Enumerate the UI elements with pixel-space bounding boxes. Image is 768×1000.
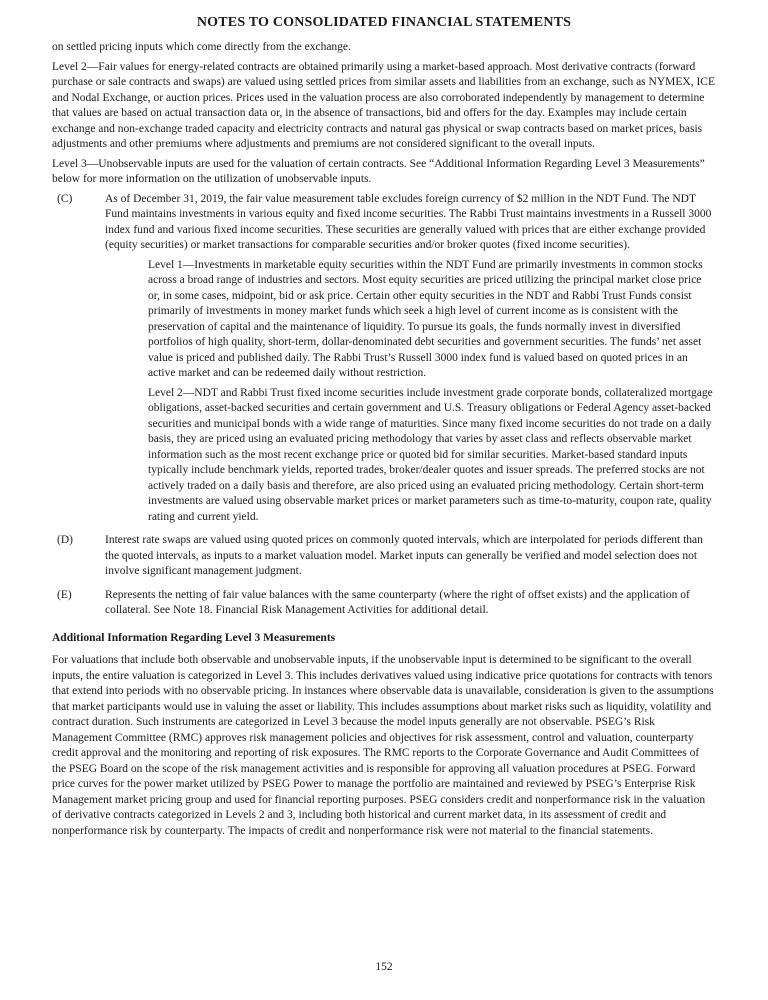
level-3-measurements-body-paragraph: For valuations that include both observable and unobservable inputs, if the unobservable input is determined to be significant to the overall inputs, the entire valuation is categorized in Level 3. This includes derivatives valued using indicative price quotations for contracts with tenors that extend into periods with no observable pricing. In instances where observable data is unavailable, consideration is given to the assumptions that market participants would use in valuing the asset or liability. This includes assumptions about market risks such as liquidity, volatility and contract duration. Such instruments are categorized in Level 3 because the model inputs generally are not observable. PSEG’s Risk Management Committee (RMC) approves risk management policies and objectives for risk assessment, control and valuation, counterparty credit approval and the monitoring and reporting of risk exposures. The RMC reports to the Corporate Governance and Audit Committees of the PSEG Board on the scope of the risk management activities and is responsible for approving all valuation procedures at PSEG. Forward price curves for the power market utilized by PSEG Power to manage the portfolio are maintained and reviewed by PSEG’s Enterprise Risk Management market pricing group and used for financial reporting purposes. PSEG considers credit and nonperformance risk in the valuation of derivative contracts categorized in Levels 2 and 3, including both historical and current market data, in its assessment of credit and nonperformance risk by counterparty. The impacts of credit and nonperformance risk were not material to the financial statements. bbox=[52, 654, 714, 837]
footnote-e-text: Represents the netting of fair value balances with the same counterparty (where the right of offset exists) and the application of collateral. See Note 18. Financial Risk Management Activities for additional detail. bbox=[105, 588, 690, 616]
footnote-c-text: As of December 31, 2019, the fair value measurement table excludes foreign currency of $2 million in the NDT Fund. The NDT Fund maintains investments in various equity and fixed income securities. The Rabbi Trust maintains investments in a Russell 3000 index fund and various fixed income securities. These securities are generally valued with prices that are either exchange provided (equity securities) or market transactions for comparable securities and/or broker quotes (fixed income securities). bbox=[105, 192, 712, 251]
footnote-c-body bbox=[105, 192, 716, 530]
document-body bbox=[52, 40, 716, 839]
footnote-d bbox=[52, 533, 716, 584]
page-title: NOTES TO CONSOLIDATED FINANCIAL STATEMENTS bbox=[196, 15, 572, 30]
level-3-fair-value-paragraph: Level 3—Unobservable inputs are used for the valuation of certain contracts. See “Additional Information Regarding Level 3 Measurements” below for more information on the utilization of unobservable inputs. bbox=[52, 157, 705, 185]
footnote-d-text: Interest rate swaps are valued using quoted prices on commonly quoted intervals, which are interpolated for periods different than the quoted intervals, as inputs to a market valuation model. Market inputs can generally be verified and model selection does not involve significant management judgment. bbox=[105, 534, 703, 577]
footnote-e bbox=[52, 588, 716, 623]
level-2-fair-value-paragraph: Level 2—Fair values for energy-related contracts are obtained primarily using a market-based approach. Most derivative contracts (forward purchase or sale contracts and swaps) are valued using settled prices from similar assets and liabilities from an exchange, such as NYMEX, ICE and Nodal Exchange, or auction prices. Prices used in the valuation process are also corroborated independently by management to determine that values are based on actual transaction data or, in the absence of transactions, bid and offers for the day. Examples may include certain exchange and non-exchange traded capacity and electricity contracts and natural gas physical or swap contracts based on market prices, basis adjustments and other premiums where adjustments and premiums are not considered significant to the overall inputs. bbox=[52, 60, 715, 150]
footnote-c-level-2-subparagraph: Level 2—NDT and Rabbi Trust fixed income securities include investment grade corporate bonds, collateralized mortgage obligations, asset-backed securities and certain government and U.S. Treasury obligations or Federal Agency asset-backed securities and municipal bonds with a wide range of maturities. Since many fixed income securities do not trade on a daily basis, they are priced using an evaluated pricing methodology that varies by asset class and reflects observable market information such as the most recent exchange price or quoted bid for similar securities. Market-based standard inputs typically include benchmark yields, reported trades, broker/dealer quotes and issuer spreads. The preferred stocks are not actively traded on a daily basis and therefore, are also priced using an evaluated pricing methodology. Certain short-term investments are valued using observable market prices or market parameters such as time-to-maturity, coupon rate, quality rating and current yield. bbox=[148, 386, 713, 523]
footnote-c-level-1-subparagraph: Level 1—Investments in marketable equity securities within the NDT Fund are primarily investments in common stocks across a broad range of industries and sectors. Most equity securities are priced utilizing the principal market close price or, in some cases, midpoint, bid or ask price. Certain other equity securities in the NDT and Rabbi Trust Funds consist primarily of investments in money market funds which seek a high level of current income as is consistent with the preservation of capital and the maintenance of liquidity. To pursue its goals, the funds normally invest in diversified portfolios of high quality, short-term, dollar-denominated debt securities and government securities. The funds’ net asset value is priced and published daily. The Rabbi Trust’s Russell 3000 index fund is valued based on quoted prices in an active market and can be redeemed daily without restriction. bbox=[148, 258, 703, 379]
page-number: 152 bbox=[375, 961, 393, 973]
footnote-c-label: (C) bbox=[57, 192, 73, 205]
intro-paragraph-continuation: on settled pricing inputs which come directly from the exchange. bbox=[52, 41, 351, 53]
footnote-e-label: (E) bbox=[57, 588, 72, 601]
footnote-d-label: (D) bbox=[57, 534, 73, 546]
section-heading-level-3-measurements: Additional Information Regarding Level 3 Measurements bbox=[52, 631, 336, 644]
footnote-e-body bbox=[105, 588, 716, 623]
footnote-d-body bbox=[105, 533, 716, 584]
footnote-c bbox=[52, 192, 716, 530]
